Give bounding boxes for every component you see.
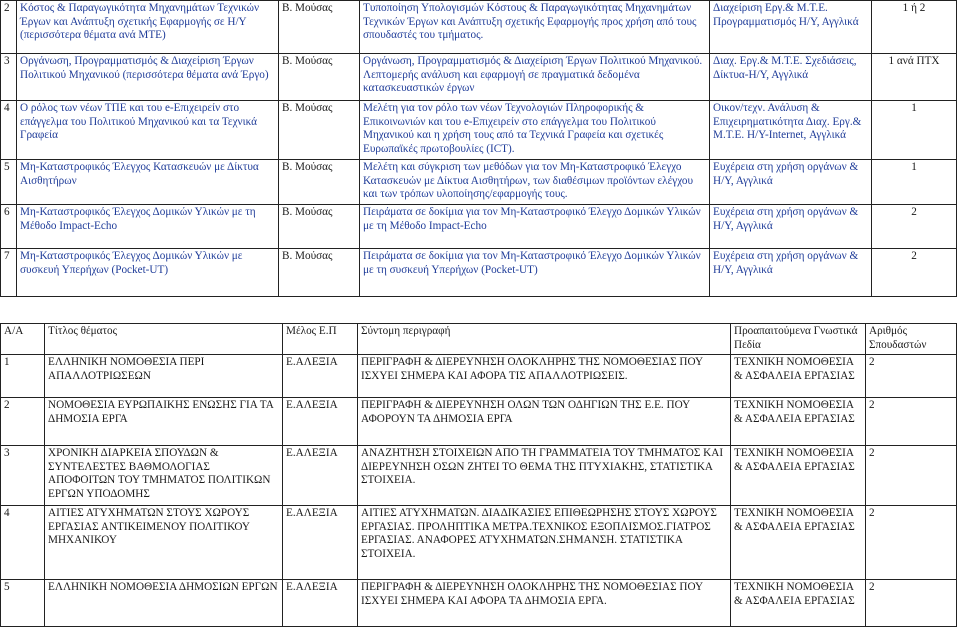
thesis-title: Οργάνωση, Προγραμματισμός & Διαχείριση Έργων Πολιτικού Μηχανικού (περισσότερα θέματα ανά Έργο) xyxy=(17,54,279,101)
table-row xyxy=(1,54,957,101)
student-count: 1 ή 2 xyxy=(872,1,957,54)
row-number: 2 xyxy=(1,1,17,54)
row-number: 1 xyxy=(1,355,45,398)
student-count: 2 xyxy=(866,355,957,398)
theses-table-bottom xyxy=(0,323,957,627)
student-count: 2 xyxy=(866,506,957,580)
row-number: 4 xyxy=(1,506,45,580)
thesis-title: ΕΛΛΗΝΙΚΗ ΝΟΜΟΘΕΣΙΑ ΠΕΡΙ ΑΠΑΛΛΟΤΡΙΩΣΕΩΝ xyxy=(45,355,283,398)
header-knowledge: Προαπαιτούμενα Γνωστικά Πεδία xyxy=(731,324,866,355)
supervisor: Β. Μούσας xyxy=(279,160,360,205)
faculty-member: Ε.ΑΛΕΞΙΑ xyxy=(283,580,358,627)
row-number: 4 xyxy=(1,101,17,160)
required-knowledge: Διαχ. Εργ.& Μ.Τ.Ε. Σχεδιάσεις, Δίκτυα-Η/Υ, Αγγλικά xyxy=(710,54,872,101)
thesis-description: ΑΝΑΖΗΤΗΣΗ ΣΤΟΙΧΕΙΩΝ ΑΠΟ ΤΗ ΓΡΑΜΜΑΤΕΙΑ ΤΟΥ ΤΜΗΜΑΤΟΣ ΚΑΙ ΔΙΕΡΕΥΝΗΣΗ ΟΣΩΝ ΖΗΤΕΙ ΤΟ ΘΕΜΑ ΤΗΣ ΠΤΥΧΙΑΚΗΣ, ΣΤΑΤΙΣΤΙΚΑ ΣΤΟΙΧΕΙΑ. xyxy=(358,446,731,506)
student-count: 2 xyxy=(866,580,957,627)
row-number: 3 xyxy=(1,54,17,101)
thesis-description: Πειράματα σε δοκίμια για τον Μη-Καταστροφικό Έλεγχο Δομικών Υλικών με τη Μέθοδο Impact-Echo xyxy=(360,205,710,249)
faculty-member: Ε.ΑΛΕΞΙΑ xyxy=(283,446,358,506)
faculty-member: Ε.ΑΛΕΞΙΑ xyxy=(283,398,358,446)
student-count: 1 xyxy=(872,101,957,160)
thesis-description: Τυποποίηση Υπολογισμών Κόστους & Παραγωγικότητας Μηχανημάτων Τεχνικών Έργων και Ανάπτυξη σχετικής Εφαρμογής προς χρήση από τους σπουδαστές του τμήματος. xyxy=(360,1,710,54)
required-knowledge: Ευχέρεια στη χρήση οργάνων & Η/Υ, Αγγλικά xyxy=(710,205,872,249)
thesis-title: ΧΡΟΝΙΚΗ ΔΙΑΡΚΕΙΑ ΣΠΟΥΔΩΝ & ΣΥΝΤΕΛΕΣΤΕΣ ΒΑΘΜΟΛΟΓΙΑΣ ΑΠΟΦΟΙΤΩΝ ΤΟΥ ΤΜΗΜΑΤΟΣ ΠΟΛΙΤΙΚΩΝ ΕΡΓΩΝ ΥΠΟΔΟΜΗΣ xyxy=(45,446,283,506)
theses-table-top xyxy=(0,0,957,297)
required-knowledge: ΤΕΧΝΙΚΗ ΝΟΜΟΘΕΣΙΑ & ΑΣΦΑΛΕΙΑ ΕΡΓΑΣΙΑΣ xyxy=(731,580,866,627)
thesis-description: ΠΕΡΙΓΡΑΦΗ & ΔΙΕΡΕΥΝΗΣΗ ΟΛΟΚΛΗΡΗΣ ΤΗΣ ΝΟΜΟΘΕΣΙΑΣ ΠΟΥ ΙΣΧΥΕΙ ΣΗΜΕΡΑ ΚΑΙ ΑΦΟΡΑ ΤΑ ΔΗΜΟΣΙΑ ΕΡΓΑ. xyxy=(358,580,731,627)
required-knowledge: Ευχέρεια στη χρήση οργάνων & Η/Υ, Αγγλικά xyxy=(710,160,872,205)
table-row xyxy=(1,101,957,160)
table-row xyxy=(1,249,957,297)
supervisor: Β. Μούσας xyxy=(279,1,360,54)
thesis-title: Ο ρόλος των νέων ΤΠΕ και του e-Επιχειρείν στο επάγγελμα του Πολιτικού Μηχανικού και τα Τεχνικά Γραφεία xyxy=(17,101,279,160)
thesis-title: Μη-Καταστροφικός Έλεγχος Δομικών Υλικών με τη Μέθοδο Impact-Echo xyxy=(17,205,279,249)
row-number: 6 xyxy=(1,205,17,249)
thesis-description: Οργάνωση, Προγραμματισμός & Διαχείριση Έργων Πολιτικού Μηχανικού. Λεπτομερής ανάλυση και εφαρμογή σε πραγματικά δεδομένα κατασκευαστικών έργων xyxy=(360,54,710,101)
supervisor: Β. Μούσας xyxy=(279,205,360,249)
row-number: 2 xyxy=(1,398,45,446)
required-knowledge: ΤΕΧΝΙΚΗ ΝΟΜΟΘΕΣΙΑ & ΑΣΦΑΛΕΙΑ ΕΡΓΑΣΙΑΣ xyxy=(731,446,866,506)
table-row xyxy=(1,355,957,398)
header-description: Σύντομη περιγραφή xyxy=(358,324,731,355)
student-count: 2 xyxy=(872,249,957,297)
required-knowledge: Ευχέρεια στη χρήση οργάνων & Η/Υ, Αγγλικά xyxy=(710,249,872,297)
thesis-title: ΝΟΜΟΘΕΣΙΑ ΕΥΡΩΠΑΙΚΗΣ ΕΝΩΣΗΣ ΓΙΑ ΤΑ ΔΗΜΟΣΙΑ ΕΡΓΑ xyxy=(45,398,283,446)
row-number: 3 xyxy=(1,446,45,506)
header-member: Μέλος Ε.Π xyxy=(283,324,358,355)
thesis-title: Κόστος & Παραγωγικότητα Μηχανημάτων Τεχνικών Έργων και Ανάπτυξη σχετικής Εφαρμογής σε Η/Υ (περισσότερα θέματα ανά ΜΤΕ) xyxy=(17,1,279,54)
faculty-member: Ε.ΑΛΕΞΙΑ xyxy=(283,355,358,398)
header-row xyxy=(1,324,957,355)
row-number: 7 xyxy=(1,249,17,297)
header-title: Τίτλος θέματος xyxy=(45,324,283,355)
table-row xyxy=(1,446,957,506)
required-knowledge: ΤΕΧΝΙΚΗ ΝΟΜΟΘΕΣΙΑ & ΑΣΦΑΛΕΙΑ ΕΡΓΑΣΙΑΣ xyxy=(731,398,866,446)
supervisor: Β. Μούσας xyxy=(279,101,360,160)
header-students: Αριθμός Σπουδαστών xyxy=(866,324,957,355)
table-row xyxy=(1,160,957,205)
thesis-description: Μελέτη για τον ρόλο των νέων Τεχνολογιών Πληροφορικής & Επικοινωνιών και του e-Επιχειρείν στο επάγγελμα του Πολιτικού Μηχανικού και η χρήση τους από τα Τεχνικά Γραφεία και σχετικές Ευρωπαϊκές πρωτοβουλίες (ICT). xyxy=(360,101,710,160)
supervisor: Β. Μούσας xyxy=(279,54,360,101)
thesis-description: ΠΕΡΙΓΡΑΦΗ & ΔΙΕΡΕΥΝΗΣΗ ΟΛΩΝ ΤΩΝ ΟΔΗΓΙΩΝ ΤΗΣ Ε.Ε. ΠΟΥ ΑΦΟΡΟΥΝ ΤΑ ΔΗΜΟΣΙΑ ΕΡΓΑ xyxy=(358,398,731,446)
thesis-description: ΠΕΡΙΓΡΑΦΗ & ΔΙΕΡΕΥΝΗΣΗ ΟΛΟΚΛΗΡΗΣ ΤΗΣ ΝΟΜΟΘΕΣΙΑΣ ΠΟΥ ΙΣΧΥΕΙ ΣΗΜΕΡΑ ΚΑΙ ΑΦΟΡΑ ΤΙΣ ΑΠΑΛΛΟΤΡΙΩΣΕΙΣ. xyxy=(358,355,731,398)
student-count: 2 xyxy=(866,446,957,506)
row-number: 5 xyxy=(1,160,17,205)
bottom-table-body xyxy=(1,355,957,627)
thesis-title: ΑΙΤΙΕΣ ΑΤΥΧΗΜΑΤΩΝ ΣΤΟΥΣ ΧΩΡΟΥΣ ΕΡΓΑΣΙΑΣ ΑΝΤΙΚΕΙΜΕΝΟΥ ΠΟΛΙΤΙΚΟΥ ΜΗΧΑΝΙΚΟΥ xyxy=(45,506,283,580)
table-row xyxy=(1,506,957,580)
row-number: 5 xyxy=(1,580,45,627)
required-knowledge: Διαχείριση Εργ.& Μ.Τ.Ε. Προγραμματισμός Η/Υ, Αγγλικά xyxy=(710,1,872,54)
required-knowledge: ΤΕΧΝΙΚΗ ΝΟΜΟΘΕΣΙΑ & ΑΣΦΑΛΕΙΑ ΕΡΓΑΣΙΑΣ xyxy=(731,355,866,398)
thesis-title: Μη-Καταστροφικός Έλεγχος Κατασκευών με Δίκτυα Αισθητήρων xyxy=(17,160,279,205)
supervisor: Β. Μούσας xyxy=(279,249,360,297)
thesis-description: Μελέτη και σύγκριση των μεθόδων για τον Μη-Καταστροφικό Έλεγχο Κατασκευών με Δίκτυα Αισθητήρων, των διαθέσιμων προϊόντων ελέγχου και των τρόπων υλοποίησης/εφαρμογής τους. xyxy=(360,160,710,205)
thesis-description: ΑΙΤΙΕΣ ΑΤΥΧΗΜΑΤΩΝ. ΔΙΑΔΙΚΑΣΙΕΣ ΕΠΙΘΕΩΡΗΣΗΣ ΣΤΟΥΣ ΧΩΡΟΥΣ ΕΡΓΑΣΙΑΣ. ΠΡΟΛΗΠΤΙΚΑ ΜΕΤΡΑ.ΤΕΧΝΙΚΟΣ ΕΞΟΠΛΙΣΜΟΣ.ΓΙΑΤΡΟΣ ΕΡΓΑΣΙΑΣ. ΑΝΑΦΟΡΕΣ ΑΤΥΧΗΜΑΤΩΝ.ΣΗΜΑΝΣΗ. ΣΤΑΤΙΣΤΙΚΑ ΣΤΟΙΧΕΙΑ. xyxy=(358,506,731,580)
faculty-member: Ε.ΑΛΕΞΙΑ xyxy=(283,506,358,580)
student-count: 2 xyxy=(866,398,957,446)
table-row xyxy=(1,205,957,249)
thesis-title: ΕΛΛΗΝΙΚΗ ΝΟΜΟΘΕΣΙΑ ΔΗΜΟΣΙΩΝ ΕΡΓΩΝ xyxy=(45,580,283,627)
student-count: 1 xyxy=(872,160,957,205)
table-row xyxy=(1,398,957,446)
header-number: Α/Α xyxy=(1,324,45,355)
student-count: 1 ανά ΠΤΧ xyxy=(872,54,957,101)
bottom-table-header xyxy=(1,324,957,355)
top-table-body xyxy=(1,1,957,297)
required-knowledge: ΤΕΧΝΙΚΗ ΝΟΜΟΘΕΣΙΑ & ΑΣΦΑΛΕΙΑ ΕΡΓΑΣΙΑΣ xyxy=(731,506,866,580)
required-knowledge: Οικον/τεχν. Ανάλυση & Επιχειρηματικότητα Διαχ. Εργ.& Μ.Τ.Ε. Η/Υ-Internet, Αγγλικά xyxy=(710,101,872,160)
thesis-title: Μη-Καταστροφικός Έλεγχος Δομικών Υλικών με συσκευή Υπερήχων (Pocket-UT) xyxy=(17,249,279,297)
table-row xyxy=(1,580,957,627)
thesis-description: Πειράματα σε δοκίμια για τον Μη-Καταστροφικό Έλεγχο Δομικών Υλικών με τη συσκευή Υπερήχων (Pocket-UT) xyxy=(360,249,710,297)
table-row xyxy=(1,1,957,54)
student-count: 2 xyxy=(872,205,957,249)
